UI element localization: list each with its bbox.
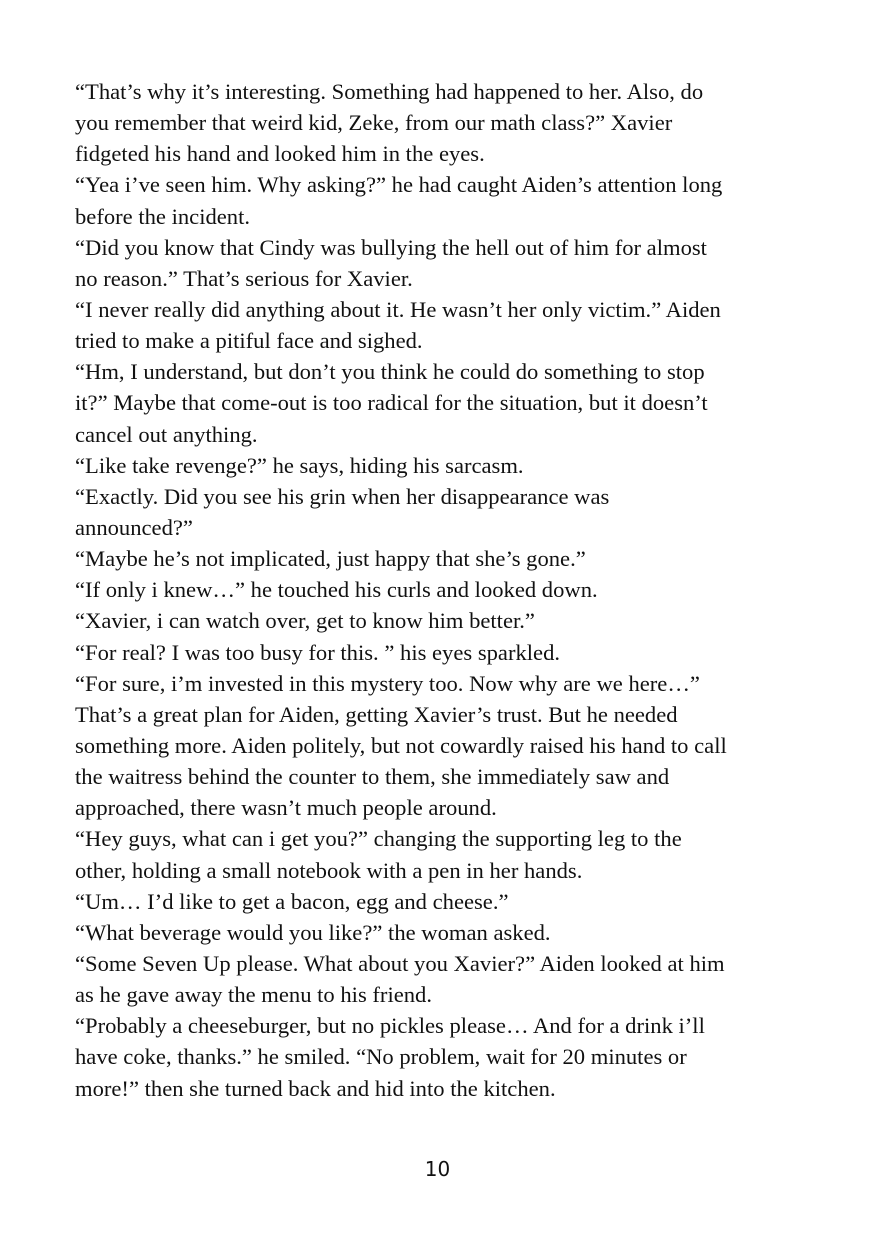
text-line: “Maybe he’s not implicated, just happy that she’s gone.”	[75, 546, 586, 572]
text-line: “That’s why it’s interesting. Something had happened to her. Also, do	[75, 79, 704, 104]
text-line: “Like take revenge?” he says, hiding his sarcasm.	[75, 452, 524, 478]
text-line: announced?”	[75, 514, 193, 540]
text-line: you remember that weird kid, Zeke, from our math class?” Xavier	[75, 110, 673, 136]
text-line: cancel out anything.	[75, 421, 258, 447]
text-line: “Um… I’d like to get a bacon, egg and cheese.”	[75, 888, 509, 914]
text-line: more!” then she turned back and hid into the kitchen.	[75, 1075, 556, 1101]
text-line: no reason.” That’s serious for Xavier.	[75, 265, 413, 291]
text-line: That’s a great plan for Aiden, getting Xavier’s trust. But he needed	[75, 701, 678, 727]
text-line: “Xavier, i can watch over, get to know him better.”	[75, 608, 535, 634]
text-line: approached, there wasn’t much people around.	[75, 795, 497, 821]
text-line: “Probably a cheeseburger, but no pickles please… And for a drink i’ll	[75, 1013, 705, 1039]
story-text	[75, 76, 815, 1104]
text-line: “Yea i’ve seen him. Why asking?” he had caught Aiden’s attention long	[75, 172, 723, 198]
text-line: fidgeted his hand and looked him in the eyes.	[75, 141, 485, 167]
text-line: it?” Maybe that come-out is too radical for the situation, but it doesn’t	[75, 390, 708, 416]
text-line: “Hey guys, what can i get you?” changing the supporting leg to the	[75, 826, 682, 852]
page-number: 10	[424, 1157, 451, 1181]
text-line: before the incident.	[75, 203, 251, 229]
text-line: “For sure, i’m invested in this mystery too. Now why are we here…”	[75, 670, 700, 696]
text-line: “Some Seven Up please. What about you Xavier?” Aiden looked at him	[75, 950, 725, 976]
text-line: “Hm, I understand, but don’t you think he could do something to stop	[75, 359, 705, 385]
text-line: “If only i knew…” he touched his curls and looked down.	[75, 577, 598, 603]
text-line: the waitress behind the counter to them, she immediately saw and	[75, 764, 670, 790]
text-line: “I never really did anything about it. He wasn’t her only victim.” Aiden	[75, 296, 721, 322]
text-line: tried to make a pitiful face and sighed.	[75, 328, 423, 354]
text-line: something more. Aiden politely, but not cowardly raised his hand to call	[75, 732, 727, 758]
text-line: “Exactly. Did you see his grin when her disappearance was	[75, 483, 610, 509]
text-line: have coke, thanks.” he smiled. “No problem, wait for 20 minutes or	[75, 1044, 687, 1070]
text-line: other, holding a small notebook with a pen in her hands.	[75, 857, 583, 883]
text-line: “For real? I was too busy for this. ” his eyes sparkled.	[75, 639, 561, 665]
text-line: as he gave away the menu to his friend.	[75, 982, 432, 1008]
text-line: “Did you know that Cindy was bullying the hell out of him for almost	[75, 234, 707, 260]
text-line: “What beverage would you like?” the woman asked.	[75, 919, 551, 945]
